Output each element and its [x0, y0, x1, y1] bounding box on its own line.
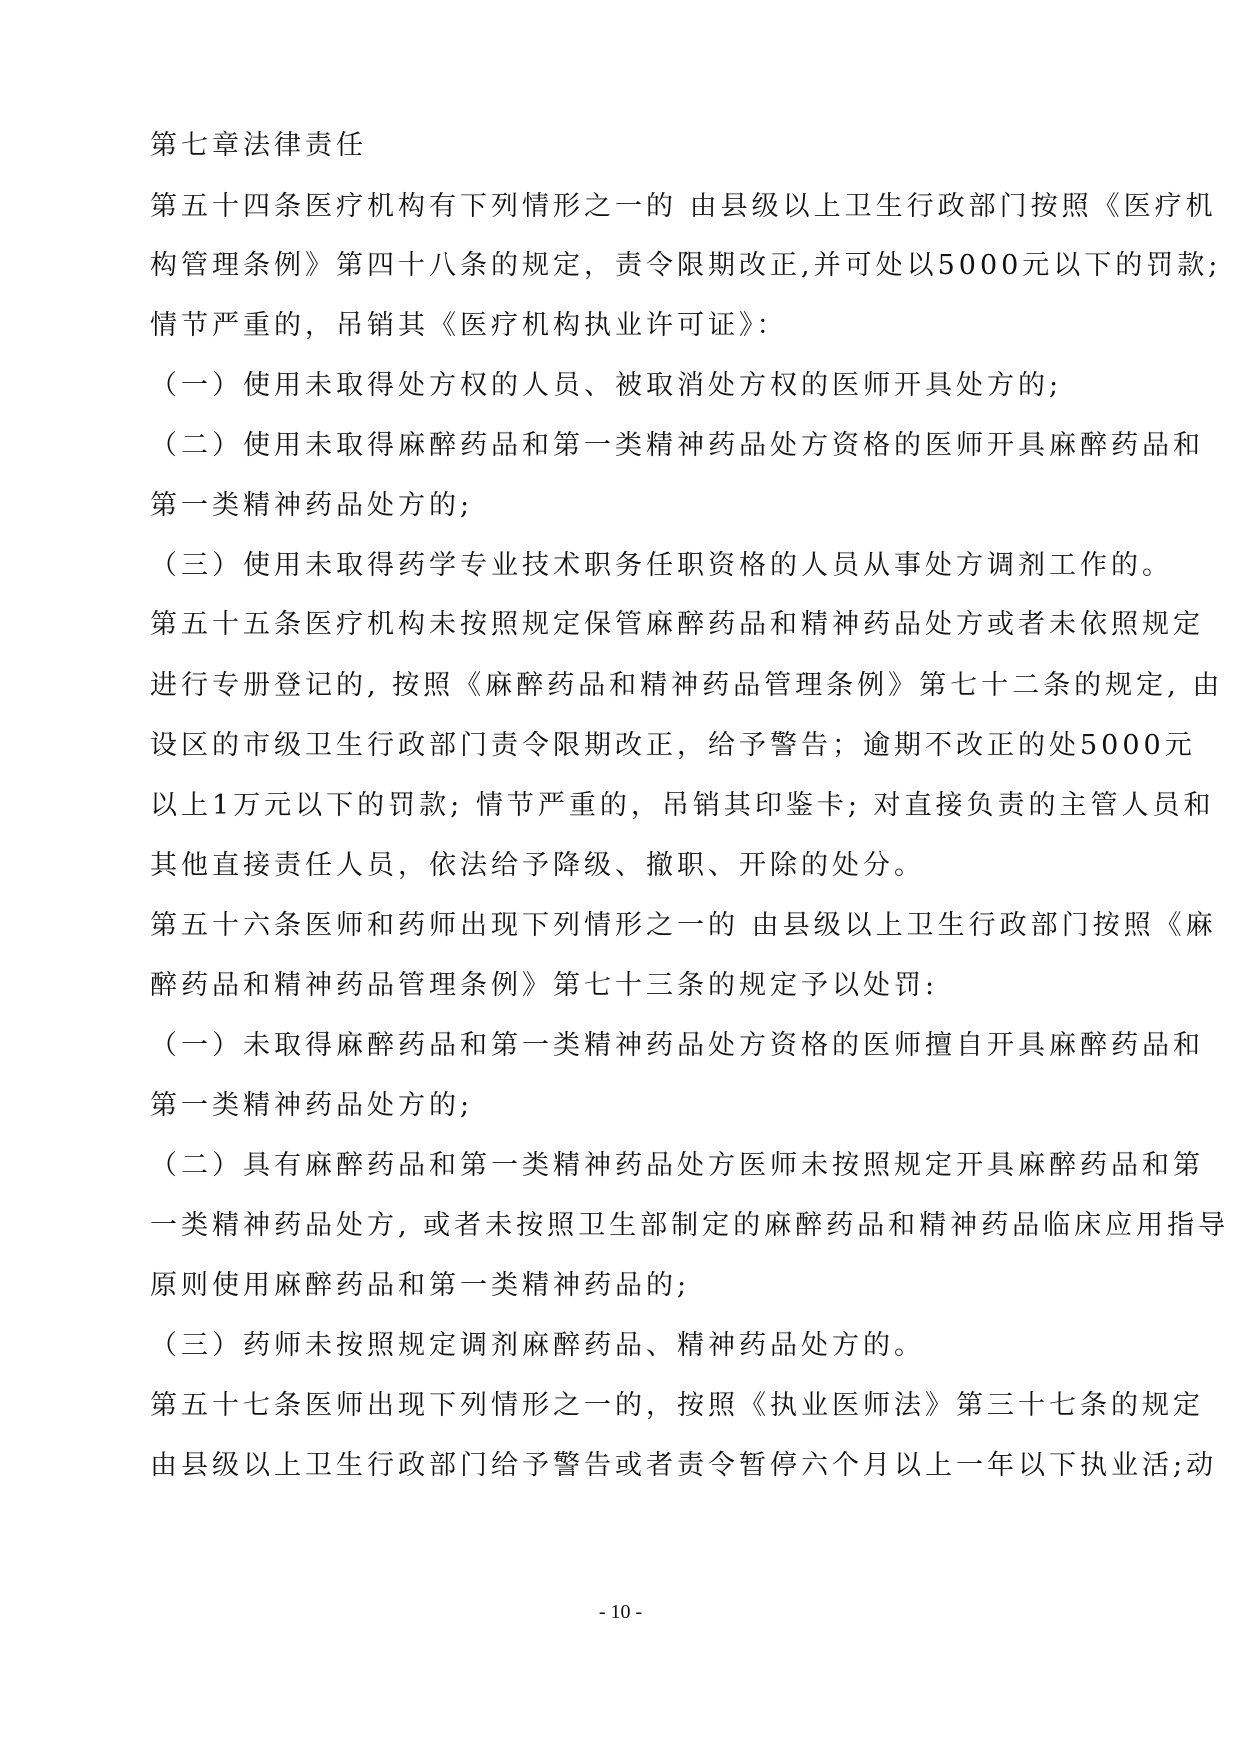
text-line: 第五十五条医疗机构未按照规定保管麻醉药品和精神药品处方或者未依照规定: [150, 609, 1204, 640]
text-line: 第五十四条医疗机构有下列情形之一的 由县级以上卫生行政部门按照《医疗机: [150, 191, 1217, 222]
text-line: 第五十六条医师和药师出现下列情形之一的 由县级以上卫生行政部门按照《麻: [150, 910, 1217, 941]
text-line: 其他直接责任人员，依法给予降级、撤职、开除的处分。: [150, 850, 925, 881]
text-line: 设区的市级卫生行政部门责令限期改正，给予警告；逾期不改正的处5000元: [150, 730, 1196, 761]
text-line: （一）未取得麻醉药品和第一类精神药品处方资格的医师擅自开具麻醉药品和: [150, 1030, 1204, 1061]
text-line: 构管理条例》第四十八条的规定，责令限期改正,并可处以5000元以下的罚款;: [150, 250, 1222, 281]
text-line: 第一类精神药品处方的;: [150, 1090, 474, 1121]
text-line: 第一类精神药品处方的;: [150, 490, 474, 521]
text-line: （一）使用未取得处方权的人员、被取消处方权的医师开具处方的;: [150, 370, 1063, 401]
text-line: （二）使用未取得麻醉药品和第一类精神药品处方资格的医师开具麻醉药品和: [150, 430, 1204, 461]
chapter-heading: 第七章法律责任: [150, 130, 367, 161]
text-line: 由县级以上卫生行政部门给予警告或者责令暂停六个月以上一年以下执业活;动: [150, 1450, 1218, 1481]
text-line: 第五十七条医师出现下列情形之一的，按照《执业医师法》第三十七条的规定: [150, 1390, 1204, 1421]
text-line: （三）药师未按照规定调剂麻醉药品、精神药品处方的。: [150, 1330, 925, 1361]
text-line: （三）使用未取得药学专业技术职务任职资格的人员从事处方调剂工作的。: [150, 550, 1173, 581]
page-number: - 10 -: [598, 1601, 643, 1623]
text-line: 情节严重的，吊销其《医疗机构执业许可证》：: [150, 310, 788, 341]
text-line: 原则使用麻醉药品和第一类精神药品的;: [150, 1270, 691, 1301]
text-line: 以上1万元以下的罚款; 情节严重的，吊销其印鉴卡; 对直接负责的主管人员和: [150, 790, 1215, 821]
text-line: 进行专册登记的, 按照《麻醉药品和精神药品管理条例》第七十二条的规定, 由: [150, 670, 1224, 701]
text-line: 一类精神药品处方, 或者未按照卫生部制定的麻醉药品和精神药品临床应用指导: [150, 1210, 1230, 1241]
text-line: 醉药品和精神药品管理条例》第七十三条的规定予以处罚:: [150, 970, 939, 1001]
text-line: （二）具有麻醉药品和第一类精神药品处方医师未按照规定开具麻醉药品和第: [150, 1150, 1204, 1181]
